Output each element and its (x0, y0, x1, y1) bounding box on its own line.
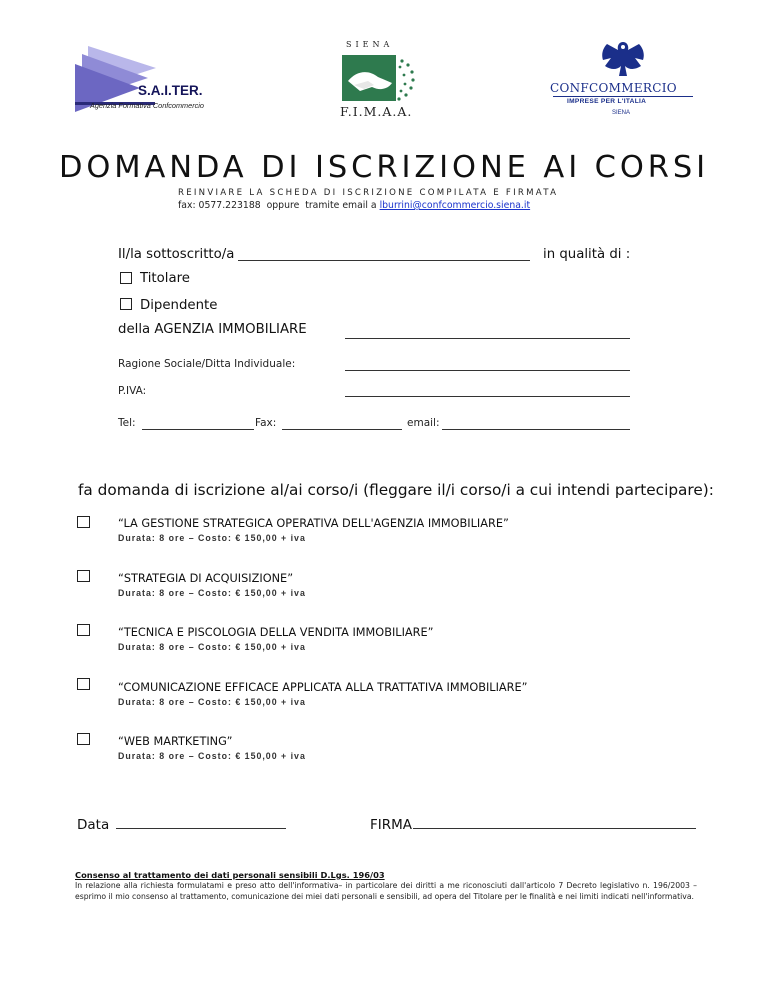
fimaa-name: F.I.M.A.A. (340, 104, 413, 119)
titolare-checkbox[interactable] (120, 272, 132, 284)
fax-field[interactable] (282, 429, 402, 430)
course-details: Durata: 8 ore – Costo: € 150,00 + iva (118, 697, 306, 707)
saiter-logo (70, 38, 230, 118)
confcommercio-tagline: IMPRESE PER L'ITALIA (567, 98, 647, 105)
contact-prefix: fax: 0577.223188 oppure tramite email a (178, 200, 380, 211)
data-label: Data (77, 817, 110, 833)
qualita-label: in qualità di : (543, 247, 631, 262)
agenzia-field[interactable] (345, 338, 630, 339)
instruction-text: REINVIARE LA SCHEDA DI ISCRIZIONE COMPILATA E FIRMATA (178, 188, 559, 198)
course-details: Durata: 8 ore – Costo: € 150,00 + iva (118, 588, 306, 598)
dipendente-checkbox[interactable] (120, 298, 132, 310)
sottoscritto-label: Il/la sottoscritto/a (118, 247, 235, 262)
firma-label: FIRMA (370, 817, 413, 833)
course-checkbox[interactable] (77, 733, 90, 745)
piva-label: P.IVA: (118, 385, 147, 397)
confcommercio-name: CONFCOMMERCIO (550, 81, 677, 95)
ragione-label: Ragione Sociale/Ditta Individuale: (118, 358, 296, 370)
ragione-field[interactable] (345, 370, 630, 371)
consent-title: Consenso al trattamento dei dati personali sensibili D.Lgs. 196/03 (75, 870, 385, 880)
titolare-label: Titolare (140, 271, 190, 286)
saiter-subtitle: Agenzia Formativa Confcommercio (90, 101, 204, 110)
tel-label: Tel: (118, 417, 136, 429)
piva-field[interactable] (345, 396, 630, 397)
handshake-emblem (338, 53, 422, 105)
fimaa-city: SIENA (346, 40, 394, 49)
email-label: email: (407, 417, 440, 429)
course-checkbox[interactable] (77, 516, 90, 528)
confcommercio-logo (545, 38, 705, 123)
course-title: “STRATEGIA DI ACQUISIZIONE” (118, 572, 294, 585)
email-field[interactable] (442, 429, 630, 430)
contact-line (178, 200, 530, 211)
saiter-name: S.A.I.TER. (138, 83, 203, 98)
consent-text: In relazione alla richiesta formulatami e preso atto dell'informativa– in particolare dei diritti a me riconosciuti dall'articolo 7 Decreto legislativo n. 196/2003 – esprimo il mio consenso al trattamento, comunicazione dei miei dati personali e sensibili, ad opera del Titolare per le finalità e nei limiti indicati nell'informativa. (75, 881, 697, 902)
course-details: Durata: 8 ore – Costo: € 150,00 + iva (118, 533, 306, 543)
fax-label: Fax: (255, 417, 277, 429)
eagle-emblem (593, 38, 653, 80)
confcommercio-city: SIENA (612, 110, 631, 116)
course-details: Durata: 8 ore – Costo: € 150,00 + iva (118, 751, 306, 761)
course-checkbox[interactable] (77, 570, 90, 582)
sottoscritto-field[interactable] (238, 260, 530, 261)
confcommercio-underline (553, 96, 693, 97)
data-field[interactable] (116, 828, 286, 829)
agenzia-label: della AGENZIA IMMOBILIARE (118, 322, 307, 337)
page-title: DOMANDA DI ISCRIZIONE AI CORSI (58, 150, 710, 185)
course-title: “LA GESTIONE STRATEGICA OPERATIVA DELL'AGENZIA IMMOBILIARE” (118, 517, 509, 530)
course-title: “WEB MARTKETING” (118, 735, 233, 748)
tel-field[interactable] (142, 429, 254, 430)
email-link[interactable]: lburrini@confcommercio.siena.it (379, 200, 531, 211)
fimaa-logo (330, 38, 430, 120)
course-checkbox[interactable] (77, 624, 90, 636)
dipendente-label: Dipendente (140, 298, 218, 313)
course-title: “COMUNICAZIONE EFFICACE APPLICATA ALLA TRATTATIVA IMMOBILIARE” (118, 681, 528, 694)
firma-field[interactable] (413, 828, 696, 829)
courses-heading: fa domanda di iscrizione al/ai corso/i (fleggare il/i corso/i a cui intendi partecipare): (78, 481, 714, 499)
course-title: “TECNICA E PISCOLOGIA DELLA VENDITA IMMOBILIARE” (118, 626, 434, 639)
course-details: Durata: 8 ore – Costo: € 150,00 + iva (118, 642, 306, 652)
course-checkbox[interactable] (77, 678, 90, 690)
